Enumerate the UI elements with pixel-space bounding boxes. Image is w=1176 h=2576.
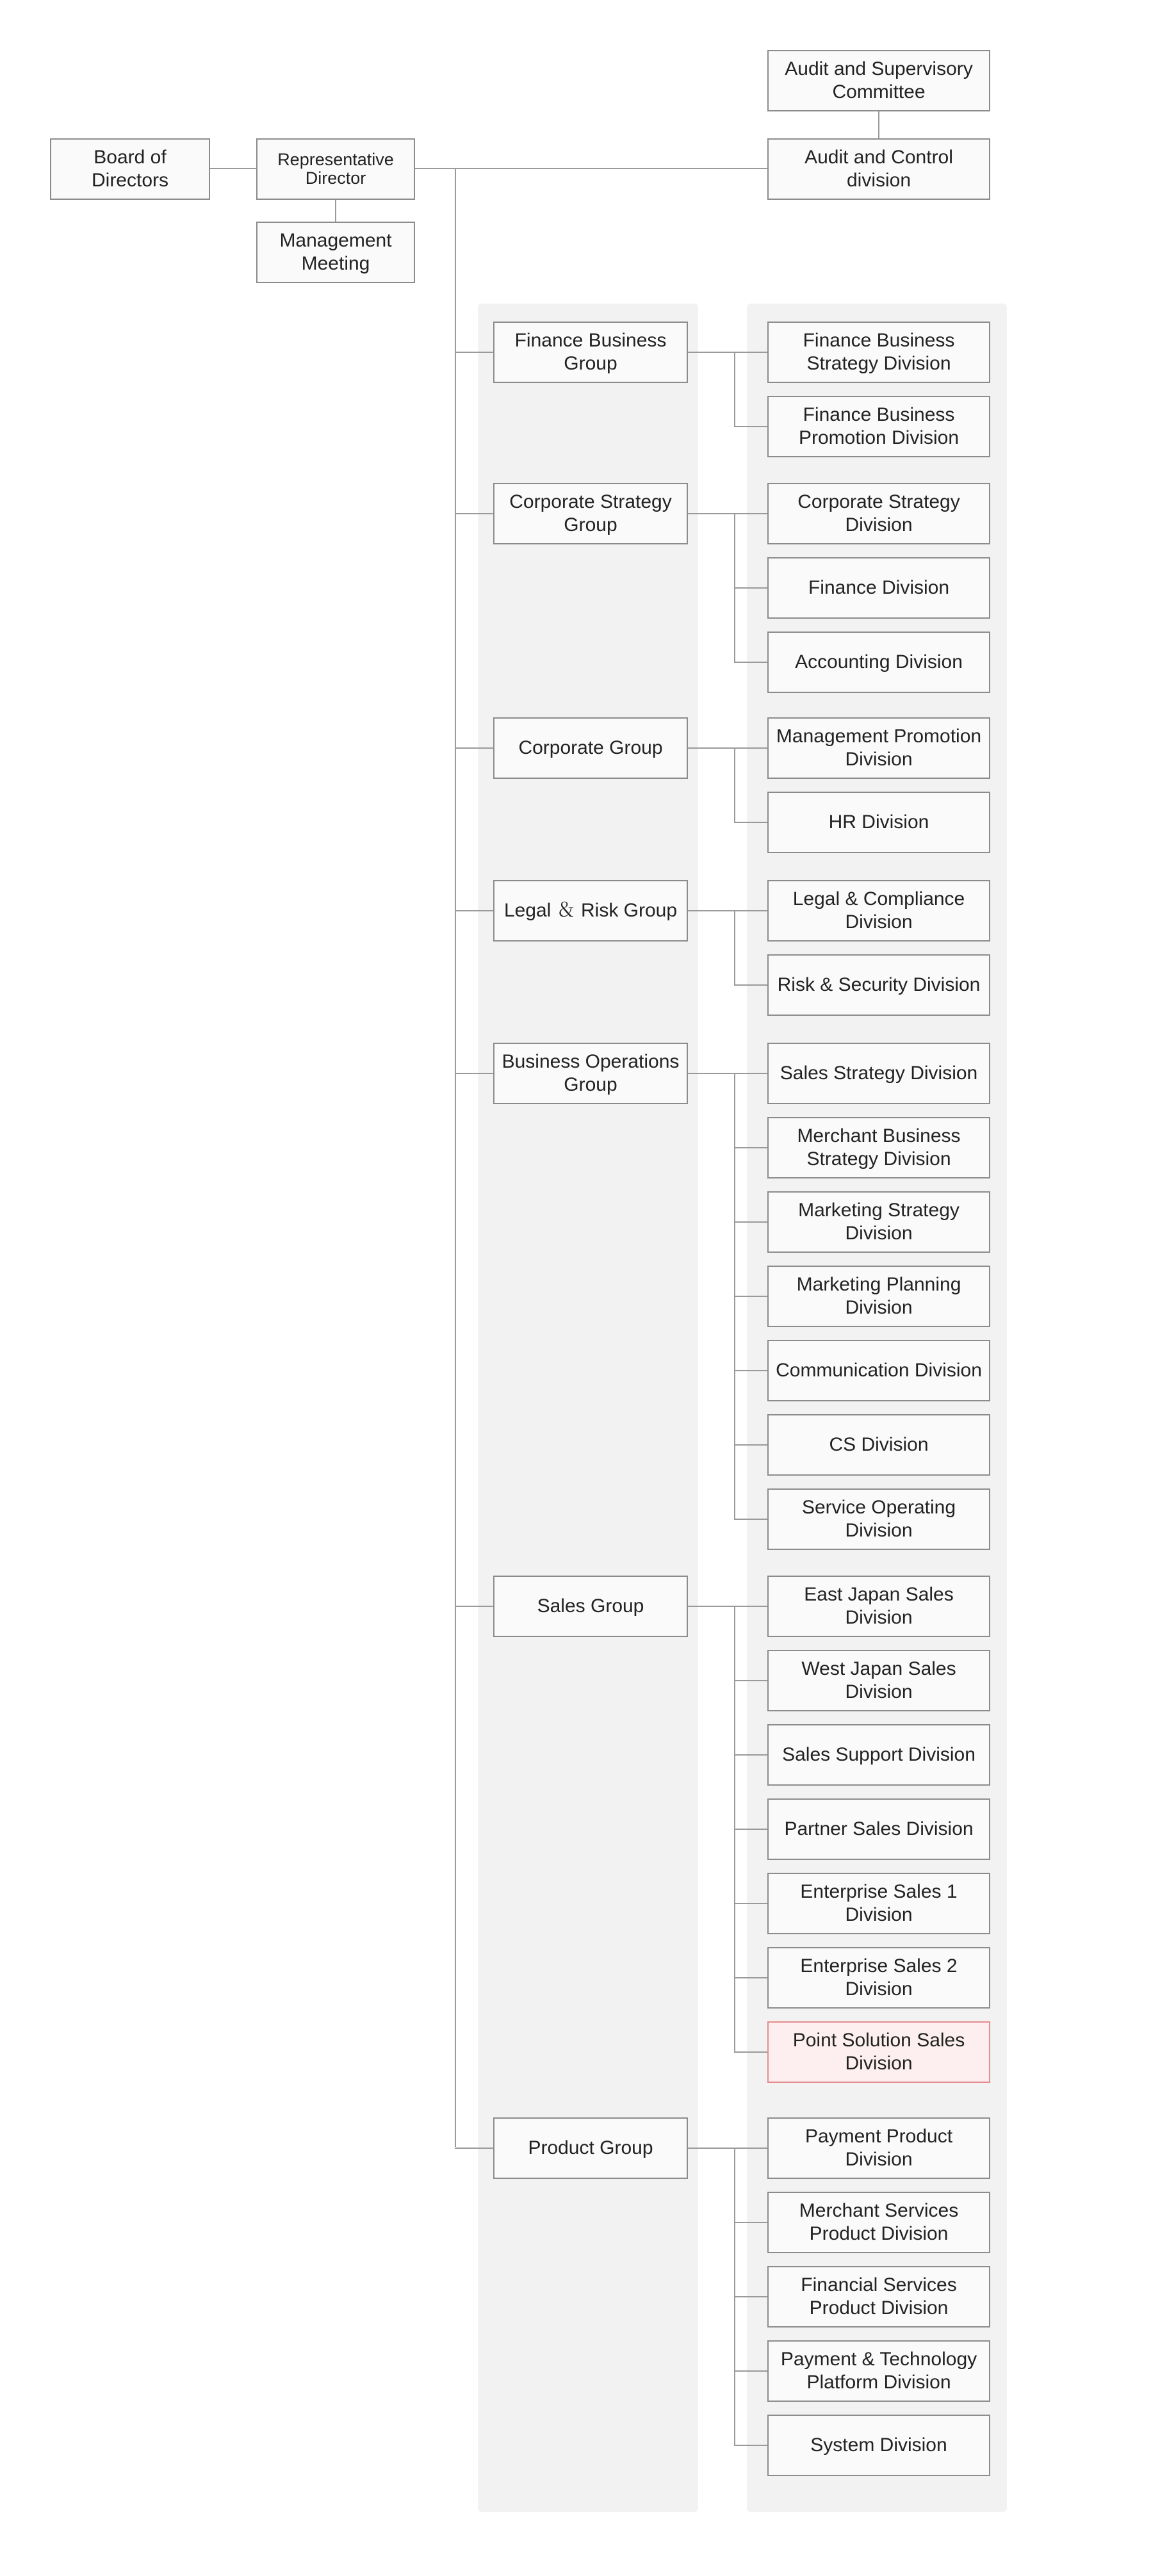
connector-group-division — [688, 747, 767, 749]
group-box: Legal ＆ Risk Group — [493, 880, 688, 942]
division-box: Legal & Compliance Division — [767, 880, 990, 942]
connector-division-branch — [734, 1444, 767, 1446]
division-box: Finance Business Strategy Division — [767, 322, 990, 383]
division-box: System Division — [767, 2415, 990, 2476]
management-meeting-box: Management Meeting — [256, 222, 415, 283]
group-box: Finance Business Group — [493, 322, 688, 383]
connector-trunk-group — [455, 910, 493, 911]
connector-trunk-group — [455, 747, 493, 749]
group-box: Corporate Group — [493, 717, 688, 779]
connector-group-division — [688, 2148, 767, 2149]
connector-division-branch — [734, 2296, 767, 2297]
connector-division-vertical — [734, 352, 735, 427]
division-box: Sales Support Division — [767, 1724, 990, 1786]
division-box: Point Solution Sales Division — [767, 2021, 990, 2083]
board-of-directors-box: Board of Directors — [50, 138, 210, 200]
audit-supervisory-committee-box: Audit and Supervisory Committee — [767, 50, 990, 111]
division-box: Finance Business Promotion Division — [767, 396, 990, 457]
connector-division-vertical — [734, 747, 735, 823]
connector-board-representative — [210, 168, 256, 169]
connector-audit-committee — [878, 110, 879, 138]
group-column-background — [478, 304, 698, 2512]
connector-group-division — [688, 1606, 767, 1607]
division-box: Accounting Division — [767, 632, 990, 693]
division-box: Communication Division — [767, 1340, 990, 1401]
group-box: Sales Group — [493, 1576, 688, 1637]
connector-division-branch — [734, 587, 767, 589]
division-box: Risk & Security Division — [767, 954, 990, 1016]
connector-trunk-group — [455, 1073, 493, 1074]
division-box: Marketing Planning Division — [767, 1266, 990, 1327]
division-box: Merchant Services Product Division — [767, 2192, 990, 2253]
connector-division-branch — [734, 1903, 767, 1904]
division-box: Marketing Strategy Division — [767, 1191, 990, 1253]
connector-group-division — [688, 910, 767, 911]
connector-group-division — [688, 1073, 767, 1074]
division-box: HR Division — [767, 792, 990, 853]
connector-division-branch — [734, 662, 767, 663]
division-box: Enterprise Sales 1 Division — [767, 1873, 990, 1934]
connector-division-branch — [734, 1296, 767, 1297]
division-box: Payment & Technology Platform Division — [767, 2340, 990, 2402]
division-box: West Japan Sales Division — [767, 1650, 990, 1711]
division-box: Service Operating Division — [767, 1488, 990, 1550]
division-box: Merchant Business Strategy Division — [767, 1117, 990, 1178]
division-box: Corporate Strategy Division — [767, 483, 990, 544]
division-box: Partner Sales Division — [767, 1798, 990, 1860]
group-box: Business Operations Group — [493, 1043, 688, 1104]
connector-division-branch — [734, 1370, 767, 1371]
division-box: Financial Services Product Division — [767, 2266, 990, 2327]
connector-division-branch — [734, 2222, 767, 2223]
representative-director-box: Representative Director — [256, 138, 415, 200]
group-box: Product Group — [493, 2117, 688, 2179]
division-box: East Japan Sales Division — [767, 1576, 990, 1637]
connector-division-branch — [734, 2051, 767, 2053]
group-box: Corporate Strategy Group — [493, 483, 688, 544]
connector-division-vertical — [734, 910, 735, 986]
connector-division-branch — [734, 1519, 767, 1520]
connector-division-branch — [734, 426, 767, 427]
connector-trunk-group — [455, 513, 493, 514]
connector-division-branch — [734, 2445, 767, 2446]
division-box: Payment Product Division — [767, 2117, 990, 2179]
connector-representative-trunk — [415, 168, 767, 169]
connector-division-branch — [734, 1221, 767, 1223]
connector-division-branch — [734, 822, 767, 823]
division-box: Sales Strategy Division — [767, 1043, 990, 1104]
connector-trunk-group — [455, 2148, 493, 2149]
connector-group-division — [688, 352, 767, 353]
connector-trunk-group — [455, 1606, 493, 1607]
connector-division-branch — [734, 1829, 767, 1830]
division-box: Management Promotion Division — [767, 717, 990, 779]
connector-trunk-group — [455, 352, 493, 353]
connector-division-branch — [734, 984, 767, 986]
division-box: Finance Division — [767, 557, 990, 619]
connector-division-branch — [734, 1680, 767, 1681]
connector-division-branch — [734, 2370, 767, 2372]
connector-representative-meeting — [335, 200, 336, 222]
main-vertical-trunk — [455, 168, 456, 2147]
connector-group-division — [688, 513, 767, 514]
division-box: CS Division — [767, 1414, 990, 1476]
connector-division-branch — [734, 1754, 767, 1756]
division-box: Enterprise Sales 2 Division — [767, 1947, 990, 2009]
connector-division-branch — [734, 1147, 767, 1148]
connector-division-branch — [734, 1977, 767, 1978]
audit-control-division-box: Audit and Control division — [767, 138, 990, 200]
